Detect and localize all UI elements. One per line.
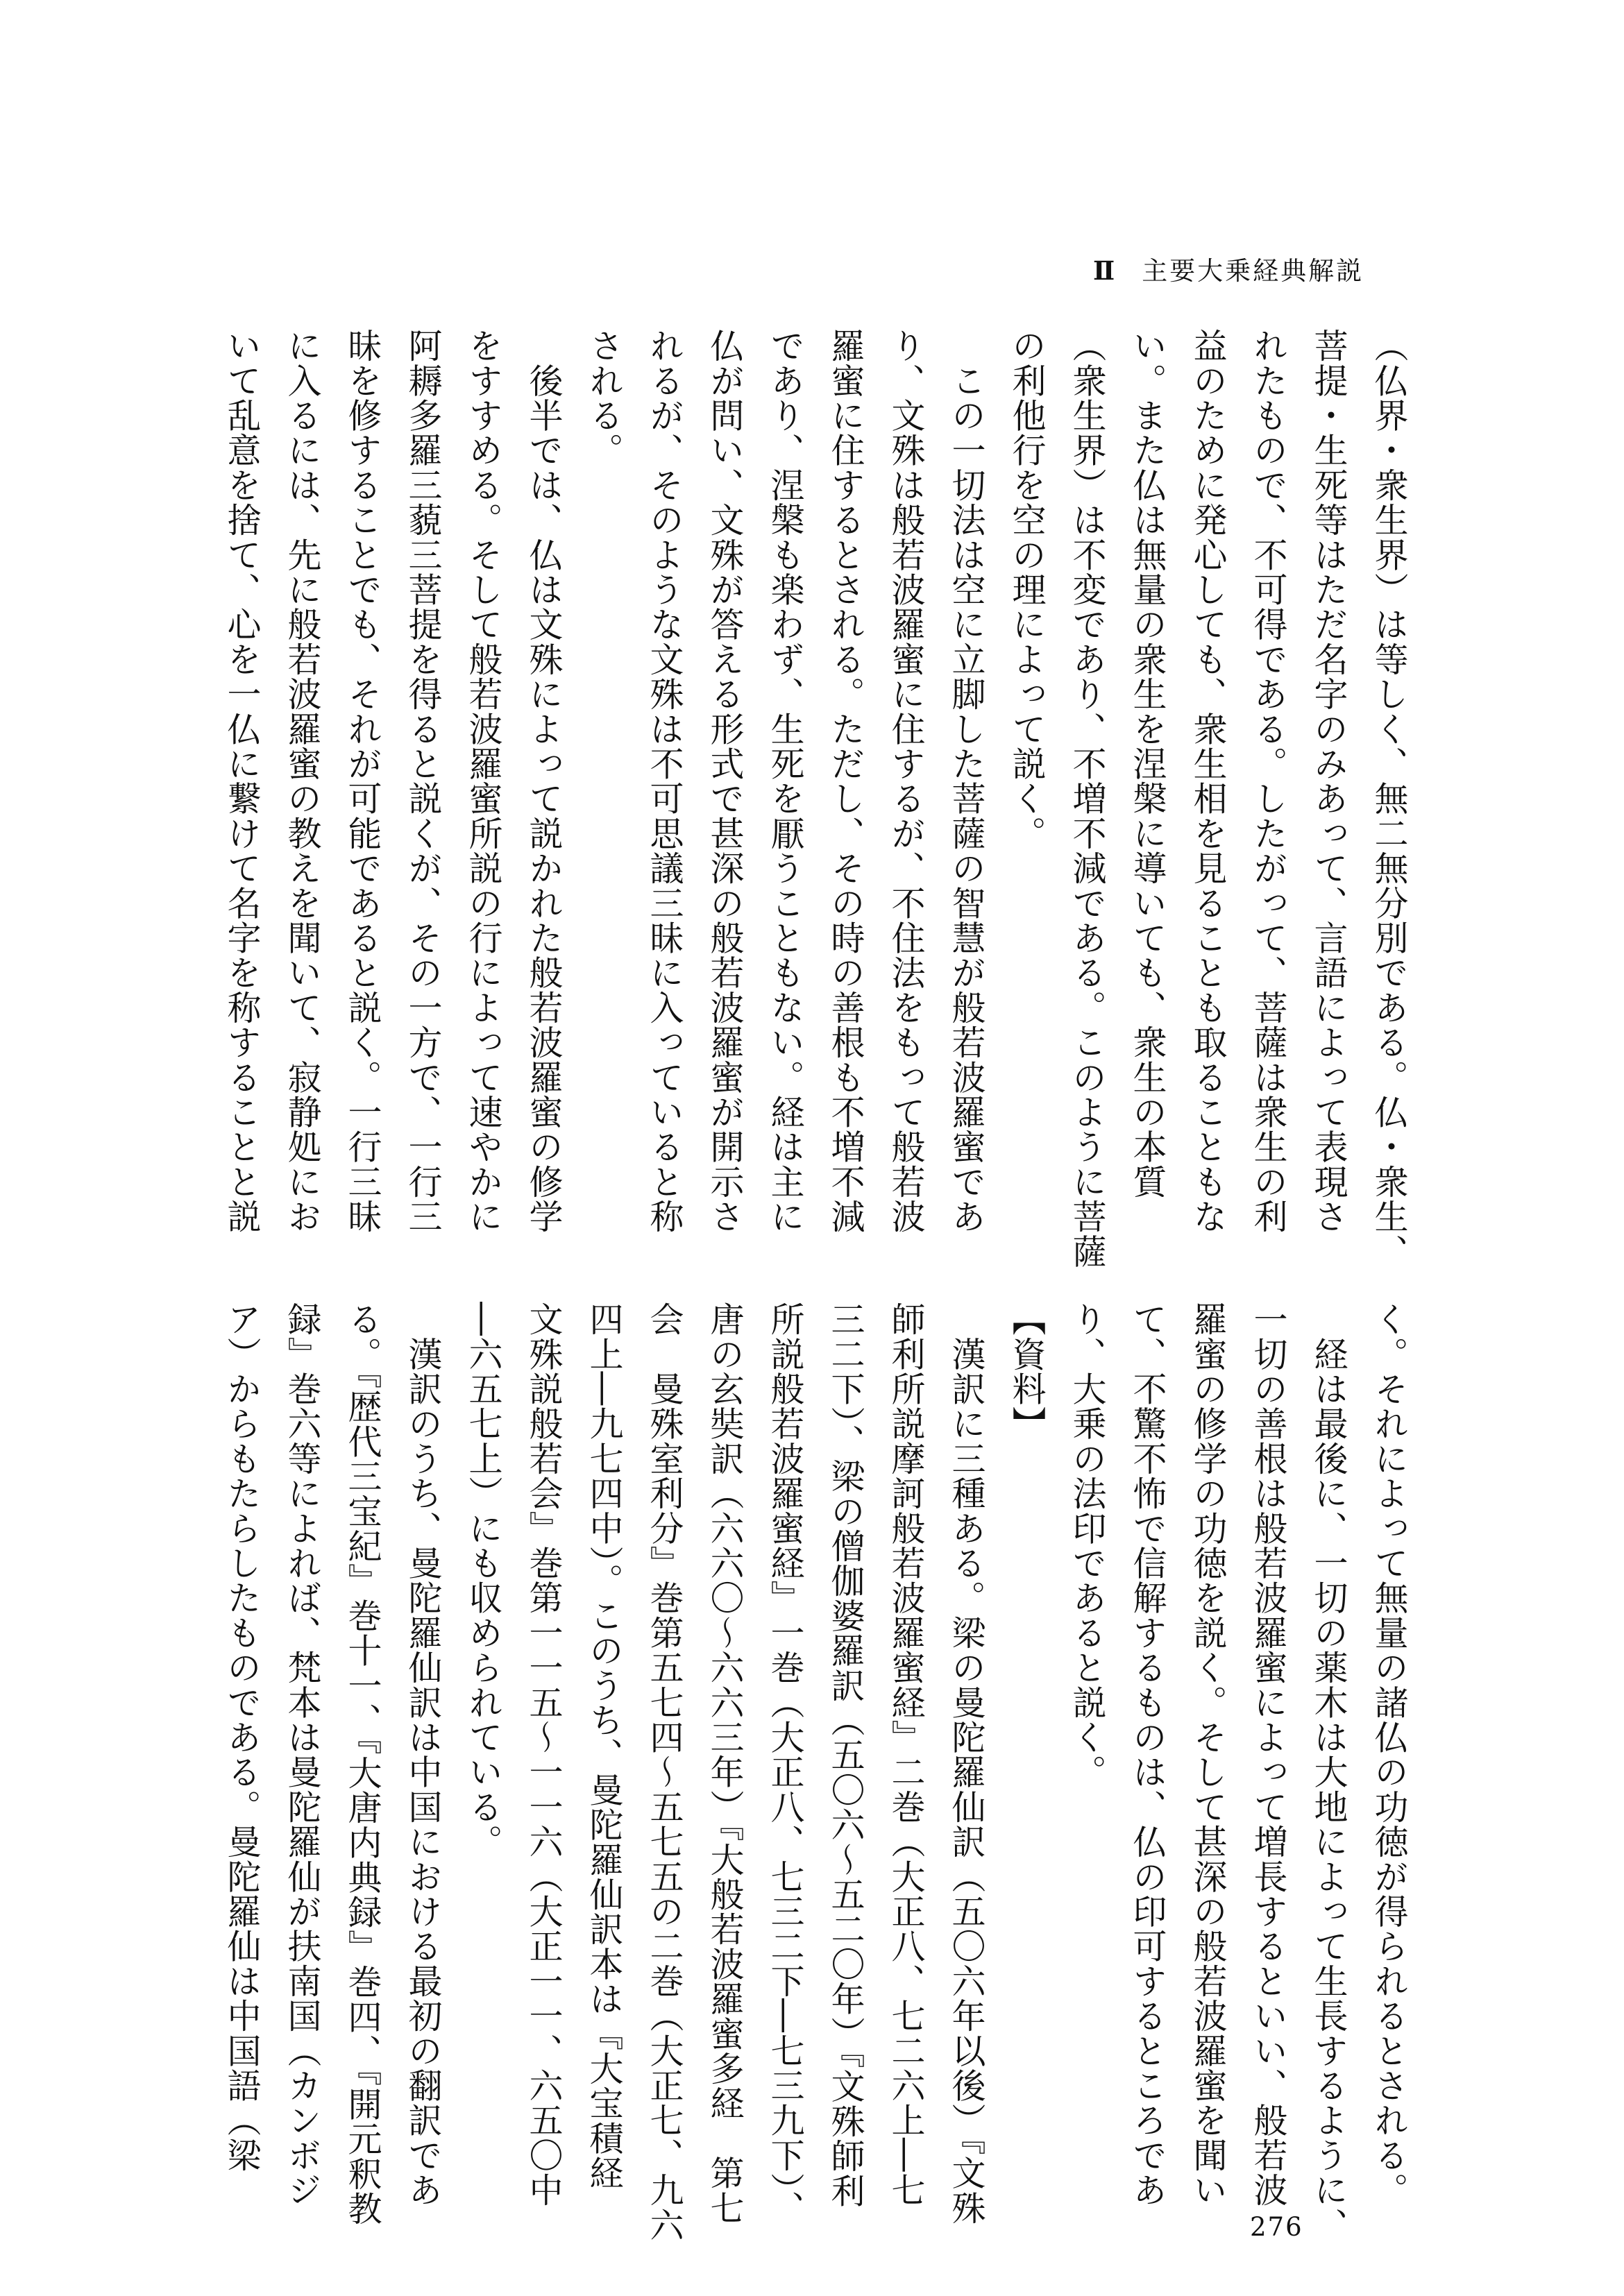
- lower-text-block: く。それによって無量の諸仏の功徳が得られるとされる。 経は最後に、一切の薬木は大地によって生長するように、 一切の善根は般若波羅蜜によって増長するといい、般若波 羅蜜の修学の功徳を説く。そして甚深の般若波羅蜜を聞い て、不驚不怖で信解するものは、仏の印可するところであ り、大乗の法印であると説く。 【資料】 漢訳に三種ある。梁の曼陀羅仙訳（五〇六年以後）『文殊 師利所説摩訶般若波羅蜜経』二巻（大正八、七二六上―七 三二下）、梁の僧伽婆羅訳（五〇六～五二〇年）『文殊師利 所説般若波羅蜜経』一巻（大正八、七三二下―七三九下）、 唐の玄奘訳（六六〇～六六三年）『大般若波羅蜜多経 第七 会 曼殊室利分』巻第五七四～五七五の二巻（大正七、九六 四上―九七四中）。このうち、曼陀羅仙訳本は『大宝積経 文殊説般若会』巻第一一五～一一六（大正一一、六五〇中 ―六五七上）にも収められている。 漢訳のうち、曼陀羅仙訳は中国における最初の翻訳であ る。『歴代三宝紀』巻十一、『大唐内典録』巻四、『開元釈教 録』巻六等によれば、梵本は曼陀羅仙が扶南国（カンボジ ア）からもたらしたものである。曼陀羅仙は中国語（梁: [222, 1302, 1409, 2243]
- section-title: 主要大乗経典解説: [1142, 256, 1364, 286]
- page-number: 276: [1250, 2212, 1303, 2242]
- section-number: Ⅱ: [1093, 255, 1117, 286]
- running-header: [1093, 250, 1385, 287]
- upper-text-block: （仏界・衆生界）は等しく、無二無分別である。仏・衆生、 菩提・生死等はただ名字のみあって、言語によって表現さ れたもので、不可得である。したがって、菩薩は衆生の利 益のために発心しても、衆生相を見ることも取ることもな い。また仏は無量の衆生を涅槃に導いても、衆生の本質 （衆生界）は不変であり、不増不減である。このように菩薩 の利他行を空の理によって説く。 この一切法は空に立脚した菩薩の智慧が般若波羅蜜であ り、文殊は般若波羅蜜に住するが、不住法をもって般若波 羅蜜に住するとされる。ただし、その時の善根も不増不減 であり、涅槃も楽わず、生死を厭うこともない。経は主に 仏が問い、文殊が答える形式で甚深の般若波羅蜜が開示さ れるが、そのような文殊は不可思議三昧に入っていると称 される。 後半では、仏は文殊によって説かれた般若波羅蜜の修学 をすすめる。そして般若波羅蜜所説の行によって速やかに 阿耨多羅三藐三菩提を得ると説くが、その一方で、一行三 昧を修することでも、それが可能であると説く。一行三昧 に入るには、先に般若波羅蜜の教えを聞いて、寂静処にお いて乱意を捨て、心を一仏に繋けて名字を称することと説: [222, 328, 1409, 1269]
